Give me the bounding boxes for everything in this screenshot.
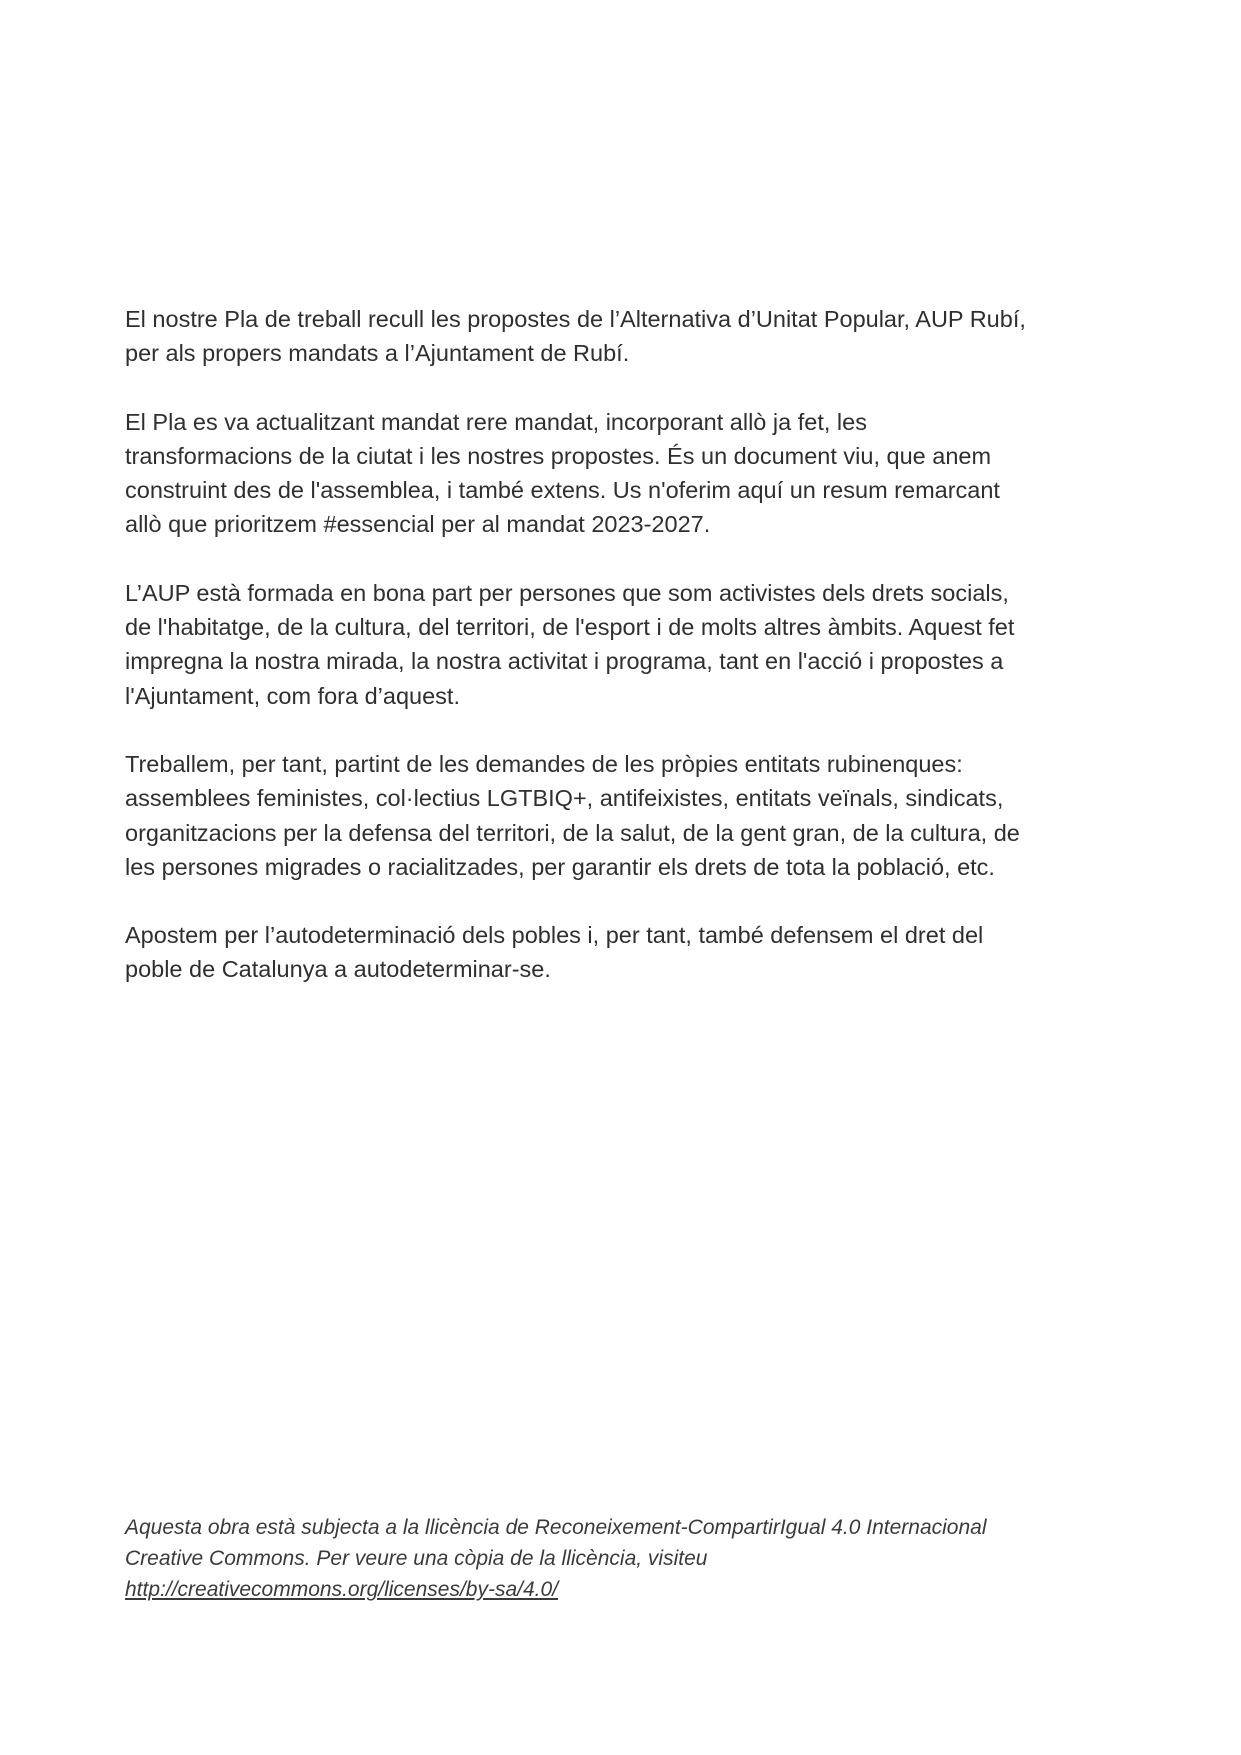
- paragraph-aup: [125, 576, 1135, 713]
- paragraph-line: de l'habitatge, de la cultura, del territori, de l'esport i de molts altres àmbits. Aquest fet: [125, 614, 1015, 641]
- paragraph-intro: [125, 302, 1135, 371]
- paragraph-line: per als propers mandats a l’Ajuntament de Rubí.: [125, 340, 630, 367]
- paragraph-line: construint des de l'assemblea, i també extens. Us n'oferim aquí un resum remarcant: [125, 477, 1000, 504]
- paragraph-line: El nostre Pla de treball recull les propostes de l’Alternativa d’Unitat Popular, AUP Rubí,: [125, 306, 1026, 332]
- paragraph-plan: [125, 405, 1135, 542]
- license-text: Creative Commons. Per veure una còpia de la llicència, visiteu: [125, 1547, 708, 1570]
- license-link-line: [125, 1574, 1135, 1605]
- paragraph-line: impregna la nostra mirada, la nostra activitat i programa, tant en l'acció i propostes a: [125, 648, 1004, 675]
- paragraph-line: El Pla es va actualitzant mandat rere mandat, incorporant allò ja fet, les: [125, 408, 867, 435]
- paragraph-line: Apostem per l’autodeterminació dels pobles i, per tant, també defensem el dret del: [125, 922, 984, 949]
- license-link[interactable]: http://creativecommons.org/licenses/by-sa/4.0/: [125, 1578, 559, 1601]
- license-text: Aquesta obra està subjecta a la llicència de Reconeixement-CompartirIgual 4.0 Internacional: [125, 1516, 987, 1539]
- paragraph-line: les persones migrades o racialitzades, per garantir els drets de tota la població, etc.: [125, 853, 995, 880]
- paragraph-line: organitzacions per la defensa del territori, de la salut, de la gent gran, de la cultura, de: [125, 819, 1020, 846]
- license-notice: [125, 1512, 1135, 1605]
- paragraph-entitats: [125, 747, 1135, 884]
- paragraph-line: transformacions de la ciutat i les nostres propostes. És un document viu, que anem: [125, 442, 992, 469]
- paragraph-line: l'Ajuntament, com fora d’aquest.: [125, 682, 460, 709]
- paragraph-line: L’AUP està formada en bona part per persones que som activistes dels drets socials,: [125, 579, 1009, 606]
- paragraph-line: assemblees feministes, col·lectius LGTBIQ+, antifeixistes, entitats veïnals, sindicats,: [125, 785, 1004, 812]
- document-body: [125, 302, 1135, 1021]
- paragraph-line: poble de Catalunya a autodeterminar-se.: [125, 956, 551, 983]
- paragraph-autodeterminacio: [125, 918, 1135, 987]
- paragraph-line: Treballem, per tant, partint de les demandes de les pròpies entitats rubinenques:: [125, 750, 963, 777]
- paragraph-line: allò que prioritzem #essencial per al mandat 2023-2027.: [125, 511, 711, 538]
